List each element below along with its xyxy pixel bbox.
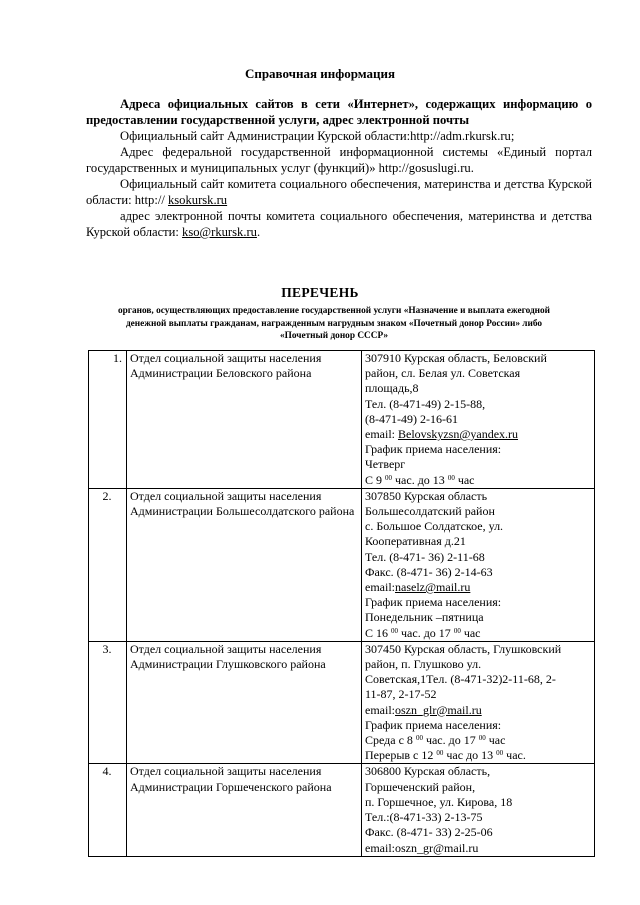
contact-line: с. Большое Солдатское, ул. — [365, 519, 504, 534]
contact-line: площадь,8 — [365, 381, 419, 396]
contact-line: район, сл. Белая ул. Советская — [365, 366, 521, 381]
hours-text: час до 13 — [443, 748, 497, 763]
email-label: email: — [365, 427, 398, 442]
intro-section — [86, 96, 592, 240]
hours-text: час. — [503, 748, 526, 763]
hours-minutes: 00 — [436, 749, 444, 758]
row-number: 4. — [89, 764, 127, 856]
hours-minutes: 00 — [453, 626, 461, 635]
hours-text: час — [454, 472, 475, 487]
email-line — [365, 427, 591, 442]
hours-minutes: 00 — [496, 749, 504, 758]
list-subtitle: органов, осуществляющих предоставление государственной услуги «Назначение и выплата ежегодной денежной выплаты гражданам, награжденным нагрудным знаком «Почетный донор России» либо «Почетный донор СССР» — [117, 306, 551, 341]
committee-site-text: Официальный сайт комитета социального обеспечения, материнства и детства Курской области: http:// — [86, 177, 592, 207]
email-text: адрес электронной почты комитета социального обеспечения, материнства и детства Курской области: — [86, 209, 592, 239]
hours-minutes: 00 — [415, 734, 423, 743]
schedule-heading: График приема населения: — [365, 717, 502, 732]
hours-text: час — [460, 625, 481, 640]
break-hours — [365, 748, 591, 763]
org-contacts — [362, 641, 595, 764]
hours-text: Среда с 8 — [365, 733, 416, 748]
hours-text: час. до 17 — [422, 733, 479, 748]
email-line — [86, 208, 592, 240]
contact-line: 307450 Курская область, Глушковский — [365, 641, 562, 656]
hours-text: С 16 — [365, 625, 392, 640]
email-link[interactable]: naselz@mail.ru — [395, 580, 471, 595]
email-label: email: — [365, 580, 395, 595]
page-title: Справочная информация — [244, 66, 396, 81]
org-name: Отдел социальной защиты населения Администрации Горшеченского района — [127, 764, 362, 856]
table-row — [89, 351, 595, 489]
schedule-hours — [365, 626, 591, 641]
committee-site-line — [86, 176, 592, 208]
contact-line: Советская,1Тел. (8-471-32)2-11-68, 2- — [365, 672, 556, 687]
org-contacts — [362, 351, 595, 489]
contact-line: 307910 Курская область, Беловский — [365, 351, 547, 365]
hours-text: час. до 17 — [398, 625, 454, 640]
contact-line: Горшеченский район, — [365, 779, 476, 794]
email-label: email: — [365, 702, 395, 717]
contact-line: (8-471-49) 2-16-61 — [365, 411, 458, 426]
org-contacts — [362, 764, 595, 856]
contact-line: п. Горшечное, ул. Кирова, 18 — [365, 794, 513, 809]
contact-line: 307850 Курская область — [365, 488, 488, 503]
contact-line: Тел. (8-471- 36) 2-11-68 — [365, 549, 485, 564]
hours-minutes: 00 — [385, 473, 393, 482]
email-line — [365, 703, 591, 718]
email-line — [365, 580, 591, 595]
contact-line: Большесолдатский район — [365, 504, 495, 519]
contact-line: Тел. (8-471-49) 2-15-88, — [365, 396, 486, 411]
org-name: Отдел социальной защиты населения Администрации Большесолдатского района — [127, 488, 362, 641]
schedule-hours — [365, 473, 591, 488]
committee-site-link[interactable]: ksokursk.ru — [167, 193, 228, 207]
hours-minutes: 00 — [447, 473, 455, 482]
org-name: Отдел социальной защиты населения Администрации Глушковского района — [127, 641, 362, 764]
org-name: Отдел социальной защиты населения Администрации Беловского района — [127, 351, 362, 489]
hours-text: Перерыв с 12 — [365, 748, 437, 763]
email-link[interactable]: oszn_glr@mail.ru — [395, 702, 482, 717]
contact-line: Факс. (8-471- 36) 2-14-63 — [365, 564, 493, 579]
table-row — [89, 641, 595, 764]
admin-site-line: Официальный сайт Администрации Курской области:http://adm.rkursk.ru; — [120, 129, 515, 143]
org-contacts — [362, 488, 595, 641]
schedule-days: Четверг — [365, 457, 406, 472]
committee-email-link[interactable]: kso@rkursk.ru — [182, 225, 257, 239]
table-row — [89, 488, 595, 641]
list-title: ПЕРЕЧЕНЬ — [281, 285, 359, 300]
schedule-hours — [365, 733, 591, 748]
contact-line: email:oszn_gr@mail.ru — [365, 840, 479, 855]
schedule-days: Понедельник –пятница — [365, 610, 484, 625]
intro-heading: Адреса официальных сайтов в сети «Интернет», содержащих информацию о предоставлении государственной услуги, адрес электронной почты — [86, 97, 592, 127]
email-link[interactable]: Belovskyzsn@yandex.ru — [398, 427, 519, 442]
hours-minutes: 00 — [478, 734, 486, 743]
hours-text: С 9 — [365, 472, 386, 487]
email-end: . — [256, 225, 261, 239]
contact-line: Кооперативная д.21 — [365, 534, 466, 549]
row-number: 2. — [89, 488, 127, 641]
hours-text: час — [485, 733, 506, 748]
schedule-heading: График приема населения: — [365, 442, 502, 457]
hours-minutes: 00 — [391, 626, 399, 635]
contact-line: Факс. (8-471- 33) 2-25-06 — [365, 825, 493, 840]
contact-line: район, п. Глушково ул. — [365, 657, 482, 672]
row-number: 1. — [89, 351, 127, 489]
row-number: 3. — [89, 641, 127, 764]
contact-line: Тел.:(8-471-33) 2-13-75 — [365, 810, 483, 825]
contact-line: 11-87, 2-17-52 — [365, 687, 437, 702]
portal-line: Адрес федеральной государственной информационной системы «Единый портал государственных и муниципальных услуг (функций)» http://gosuslugi.ru. — [86, 145, 592, 175]
schedule-heading: График приема населения: — [365, 595, 502, 610]
organizations-table — [88, 350, 595, 857]
contact-line: 306800 Курская область, — [365, 764, 491, 779]
hours-text: час. до 13 — [392, 472, 448, 487]
table-row — [89, 764, 595, 856]
